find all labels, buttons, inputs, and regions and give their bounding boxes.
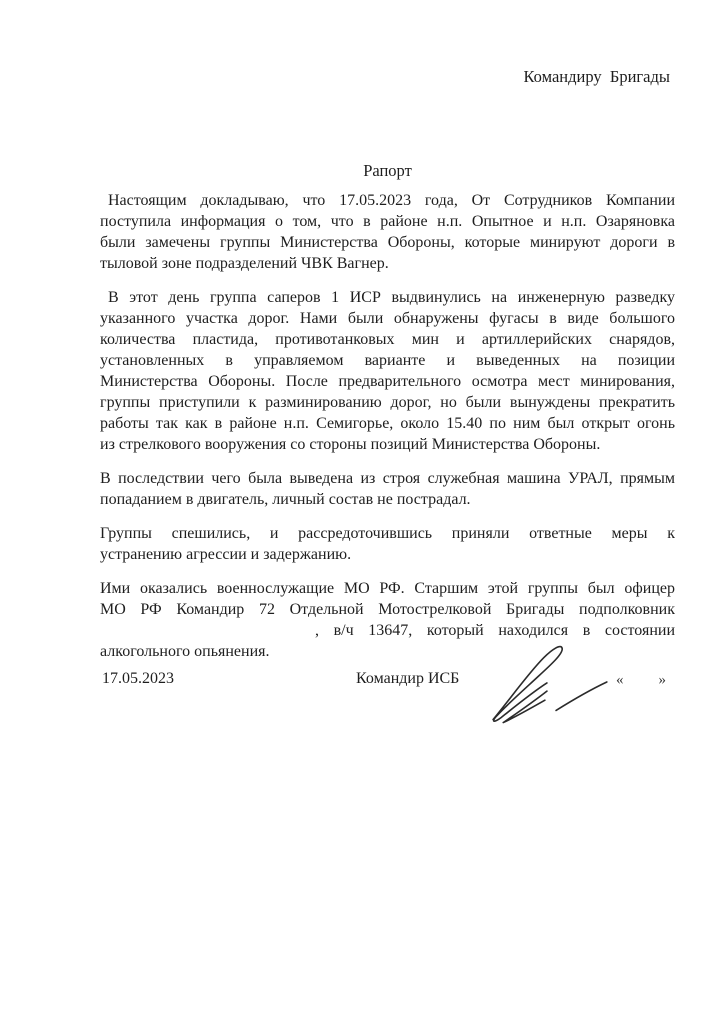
paragraph-line: группы приступили к разминированию дорог, но были вынуждены прекратить xyxy=(100,394,675,411)
document-body xyxy=(100,190,675,675)
document-title: Рапорт xyxy=(363,161,412,180)
paragraph-line: алкогольного опьянения. xyxy=(100,643,270,660)
paragraph-line-redacted: , в/ч 13647, который находился в состоянии xyxy=(315,622,675,639)
paragraph-line: Ими оказались военнослужащие МО РФ. Старшим этой группы был офицер xyxy=(100,580,675,597)
paragraph-line: попаданием в двигатель, личный состав не пострадал. xyxy=(100,491,471,508)
paragraph-1 xyxy=(100,190,675,274)
signature-icon xyxy=(486,644,618,726)
paragraph-line: из стрелкового вооружения со стороны позиций Министерства Обороны. xyxy=(100,436,601,453)
paragraph-line: В последствии чего была выведена из строя служебная машина УРАЛ, прямым xyxy=(100,470,675,487)
paragraph-line: работы так как в районе н.п. Семигорье, около 15.40 по ним был открыт огонь xyxy=(100,415,675,432)
paragraph-line: Министерства Обороны. После предварительного осмотра мест минирования, xyxy=(100,373,675,390)
paragraph-line: МО РФ Командир 72 Отдельной Мотострелковой Бригады подполковник xyxy=(100,601,675,618)
date-quotes xyxy=(616,670,666,691)
footer-date: 17.05.2023 xyxy=(102,670,174,687)
paragraph-line: Группы спешились, и рассредоточившись приняли ответные меры к xyxy=(100,525,675,542)
quote-close-mark: » xyxy=(658,672,666,688)
paragraph-line: тыловой зоне подразделений ЧВК Вагнер. xyxy=(100,255,389,272)
paragraph-line: устранению агрессии и задержанию. xyxy=(100,546,352,563)
paragraph-line: В этот день группа саперов 1 ИСР выдвинулись на инженерную разведку xyxy=(108,289,675,306)
paragraph-line: Настоящим докладываю, что 17.05.2023 года, От Сотрудников Компании xyxy=(108,192,675,209)
paragraph-3 xyxy=(100,468,675,510)
addressee-line: Командиру Бригады xyxy=(523,67,670,86)
paragraph-line: поступила информация о том, что в районе н.п. Опытное и н.п. Озаряновка xyxy=(100,213,675,230)
commander-title: Командир ИСБ xyxy=(356,670,460,687)
paragraph-4 xyxy=(100,523,675,565)
paragraph-line: были замечены группы Министерства Обороны, которые минируют дороги в xyxy=(100,234,675,251)
quote-open-mark: « xyxy=(616,672,624,688)
paragraph-line: количества пластида, противотанковых мин и артиллерийских снарядов, xyxy=(100,331,675,348)
paragraph-2 xyxy=(100,287,675,455)
paragraph-line: указанного участка дорог. Нами были обнаружены фугасы в виде большого xyxy=(100,310,675,327)
paragraph-line: установленных в управляемом варианте и выведенных на позиции xyxy=(100,352,675,369)
